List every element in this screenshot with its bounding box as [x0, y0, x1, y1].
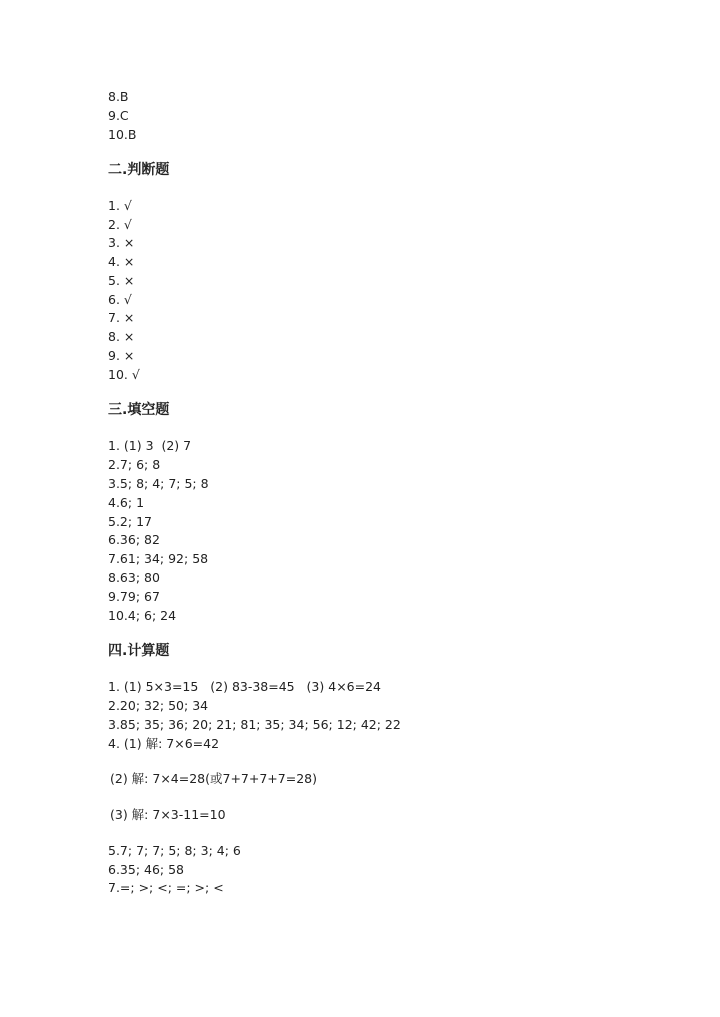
- answer-line: 7. ×: [108, 310, 135, 325]
- answer-line: 10.B: [108, 127, 137, 142]
- answer-line: 9. ×: [108, 348, 135, 363]
- answer-line: 3. ×: [108, 235, 135, 250]
- answer-line: 8. ×: [108, 329, 135, 344]
- answer-line: 2.7; 6; 8: [108, 457, 161, 472]
- answer-line: 4.6; 1: [108, 495, 145, 510]
- section-heading-calculation: 四.计算题: [108, 643, 170, 659]
- answer-line: 6.35; 46; 58: [108, 862, 185, 877]
- answer-line: 9.C: [108, 108, 129, 123]
- answer-line: 8.63; 80: [108, 570, 160, 585]
- answer-line: 3.85; 35; 36; 20; 21; 81; 35; 34; 56; 12; 42; 22: [108, 717, 401, 732]
- answer-line: 3.5; 8; 4; 7; 5; 8: [108, 476, 209, 491]
- answer-line: 4. ×: [108, 254, 135, 269]
- answer-line: 6.36; 82: [108, 532, 160, 547]
- answer-line: 5.2; 17: [108, 514, 152, 529]
- answer-line: 2. √: [108, 217, 132, 232]
- answer-line: 1. √: [108, 198, 132, 213]
- answer-line: 10.4; 6; 24: [108, 608, 177, 623]
- answer-line: 5.7; 7; 7; 5; 8; 3; 4; 6: [108, 843, 241, 858]
- answer-line: 8.B: [108, 89, 129, 104]
- answer-line: 7.=; >; <; =; >; <: [108, 880, 224, 895]
- answer-line: 9.79; 67: [108, 589, 160, 604]
- answer-line: 10. √: [108, 367, 140, 382]
- answer-line: 1. (1) 5×3=15 (2) 83-38=45 (3) 4×6=24: [108, 679, 381, 694]
- answer-line: 6. √: [108, 292, 132, 307]
- section-heading-fill-blank: 三.填空题: [108, 402, 170, 418]
- answer-line: 1. (1) 3 (2) 7: [108, 438, 192, 453]
- answer-line: 7.61; 34; 92; 58: [108, 551, 209, 566]
- answer-line: (2) 解: 7×4=28(或7+7+7+7=28): [110, 771, 317, 786]
- answer-line: 2.20; 32; 50; 34: [108, 698, 209, 713]
- answer-line: 5. ×: [108, 273, 135, 288]
- answer-line: (3) 解: 7×3-11=10: [110, 807, 226, 822]
- section-heading-judgement: 二.判断题: [108, 162, 170, 178]
- answer-line: 4. (1) 解: 7×6=42: [108, 736, 220, 751]
